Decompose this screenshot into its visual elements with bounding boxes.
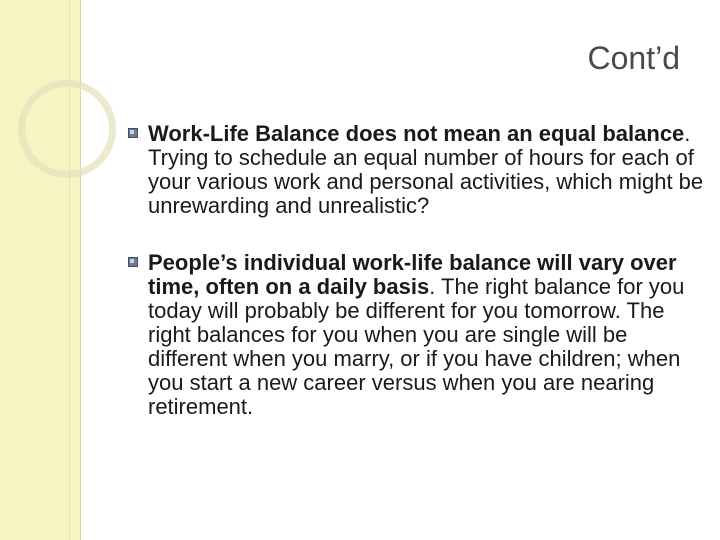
square-bullet-icon (128, 128, 138, 138)
bullet-bold-text: Work-Life Balance does not mean an equal balance (148, 121, 685, 146)
square-bullet-icon (128, 257, 138, 267)
bullet-item (128, 251, 708, 419)
slide-title: Cont’d (587, 40, 680, 76)
bullet-bold-text: People’s individual work-life balance will vary over time, often on a daily basis (148, 250, 677, 299)
decorative-ring (18, 80, 116, 178)
bullet-item (128, 122, 708, 218)
bullet-text: . The right balance for you today will probably be different for you tomorrow. The right balances for you when you are single will be different when you marry, or if you have children; when you start a new career versus when you are nearing retirement. (148, 274, 685, 419)
bullet-list (128, 122, 708, 419)
bullet-text: . Trying to schedule an equal number of hours for each of your various work and personal activities, which might be unrewarding and unrealistic? (148, 121, 704, 218)
